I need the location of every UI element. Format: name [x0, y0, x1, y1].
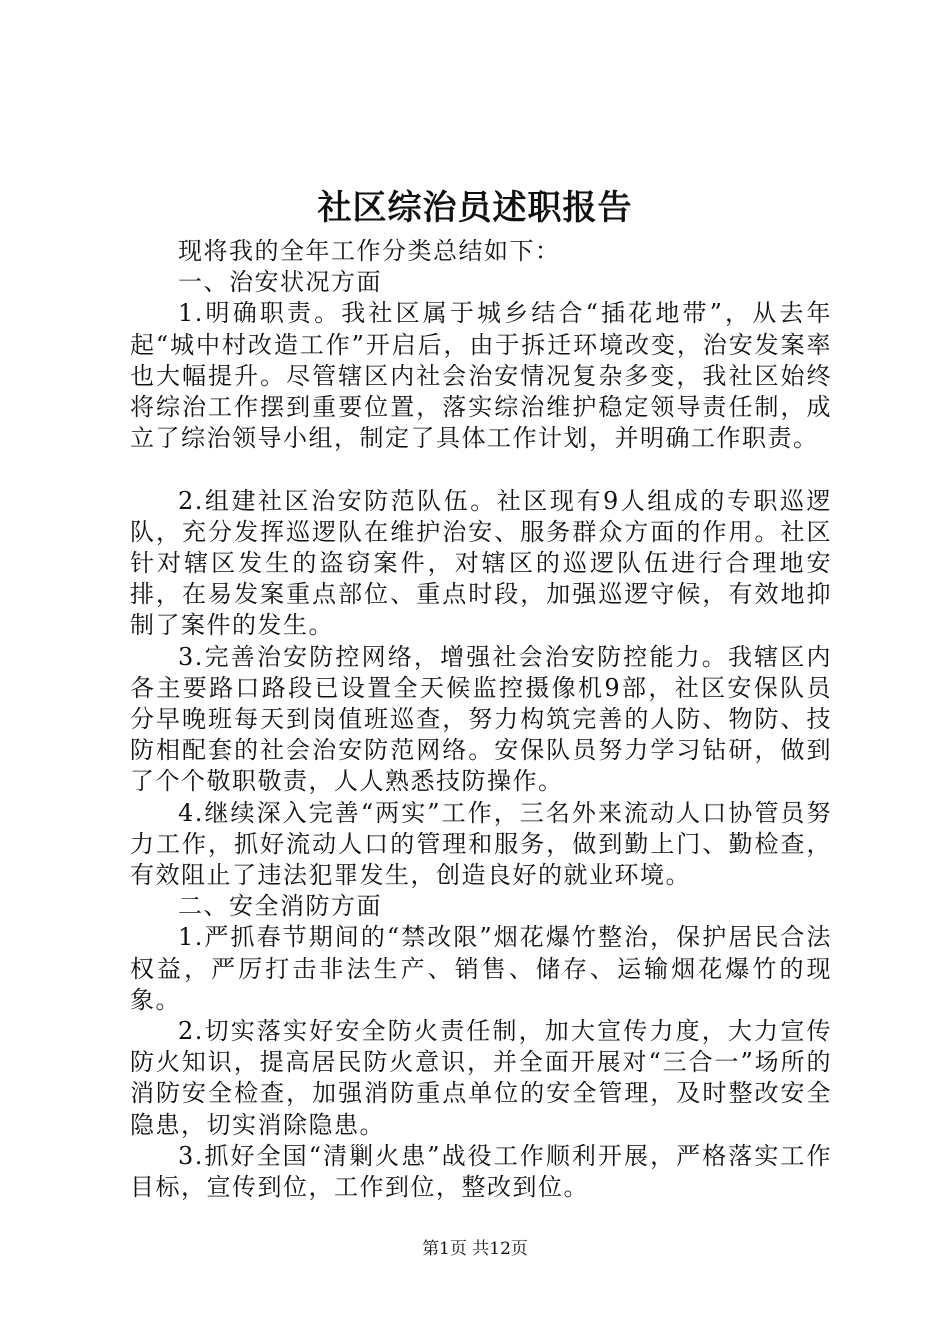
- paragraph-intro: 现将我的全年工作分类总结如下：: [178, 237, 561, 265]
- paragraph-item: 4.继续深入完善“两实”工作，三名外来流动人口协管员努力工作，抓好流动人口的管理和服务，做到勤上门、勤检查，有效阻止了违法犯罪发生，创造良好的就业环境。: [130, 798, 832, 890]
- document-title: 社区综治员述职报告: [317, 188, 633, 228]
- document-body: [130, 236, 832, 1203]
- paragraph-item: 3.抓好全国“清剿火患”战役工作顺利开展，严格落实工作目标，宣传到位，工作到位，整改到位。: [130, 1141, 832, 1202]
- section-heading-fire-safety: 二、安全消防方面: [178, 892, 382, 921]
- paragraph-item: 1.严抓春节期间的“禁改限”烟花爆竹整治，保护居民合法权益，严厉打击非法生产、销售、储存、运输烟花爆竹的现象。: [130, 923, 832, 1014]
- page-footer: 第1页 共12页: [422, 1239, 528, 1259]
- paragraph-item: 2.切实落实好安全防火责任制，加大宣传力度，大力宣传防火知识，提高居民防火意识，并全面开展对“三合一”场所的消防安全检查，加强消防重点单位的安全管理，及时整改安全隐患，切实消除隐患。: [130, 1017, 832, 1139]
- paragraph-item: 2.组建社区治安防范队伍。社区现有9人组成的专职巡逻队，充分发挥巡逻队在维护治安、服务群众方面的作用。社区针对辖区发生的盗窃案件，对辖区的巡逻队伍进行合理地安排，在易发案重点部位、重点时段，加强巡逻守候，有效地抑制了案件的发生。: [130, 486, 832, 640]
- paragraph-item: 1.明确职责。我社区属于城乡结合“插花地带”，从去年起“城中村改造工作”开启后，由于拆迁环境改变，治安发案率也大幅提升。尽管辖区内社会治安情况复杂多变，我社区始终将综治工作摆到重要位置，落实综治维护稳定领导责任制，成立了综治领导小组，制定了具体工作计划，并明确工作职责。: [130, 299, 832, 453]
- section-heading-public-security: 一、治安状况方面: [178, 268, 382, 297]
- paragraph-item: 3.完善治安防控网络，增强社会治安防控能力。我辖区内各主要路口路段已设置全天候监控摄像机9部，社区安保队员分早晚班每天到岗值班巡查，努力构筑完善的人防、物防、技防相配套的社会治安防范网络。安保队员努力学习钻研，做到了个个敬职敬责，人人熟悉技防操作。: [130, 642, 832, 796]
